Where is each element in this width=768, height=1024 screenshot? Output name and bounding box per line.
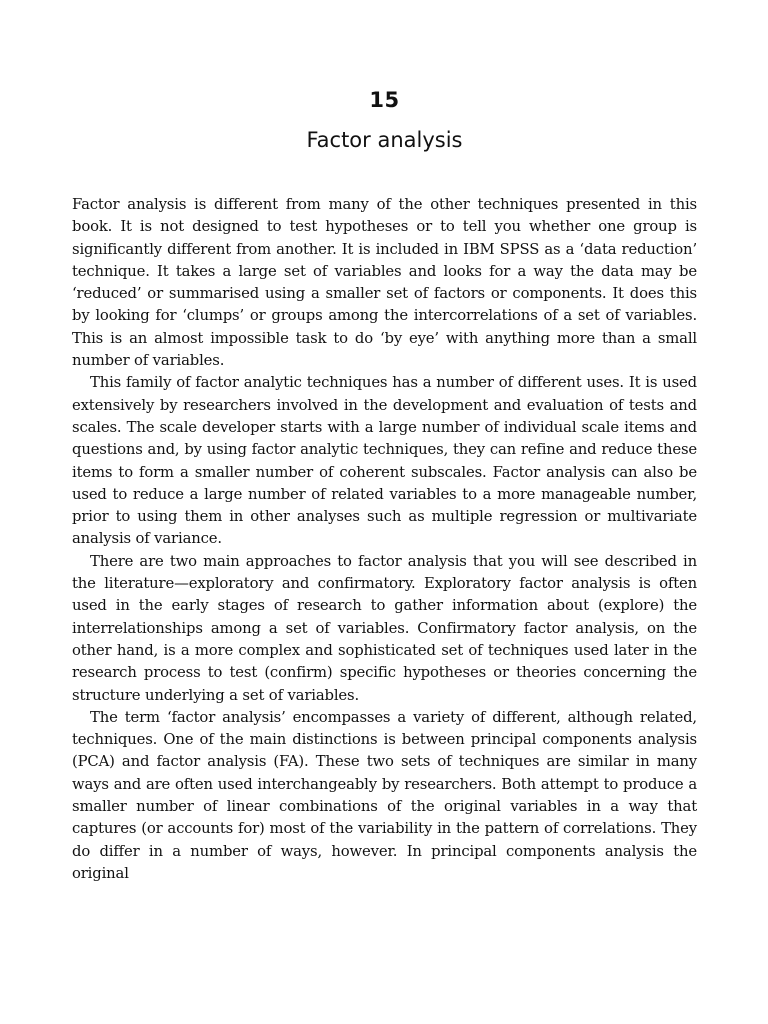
paragraph-4: The term ‘factor analysis’ encompasses a variety of different, although related, techniques. One of the main distinctions is between principal components analysis (PCA) and factor analysis (FA). These two sets of techniques are similar in many ways and are often used interchangeably by researchers. Both attempt to produce a smaller number of linear combinations of the original variables in a way that captures (or accounts for) most of the variability in the pattern of correlations. They do differ in a number of ways, however. In principal components analysis the original [72,708,697,882]
chapter-body [72,194,697,885]
book-page [72,86,697,885]
paragraph-3: There are two main approaches to factor analysis that you will see described in the literature—exploratory and confirmatory. Exploratory factor analysis is often used in the early stages of research to gather information about (explore) the interrelationships among a set of variables. Confirmatory factor analysis, on the other hand, is a more complex and sophisticated set of techniques used later in the research process to test (confirm) specific hypotheses or theories concerning the structure underlying a set of variables. [72,552,697,704]
chapter-title: Factor analysis [306,128,463,152]
paragraph-1: Factor analysis is different from many of the other techniques presented in this book. It is not designed to test hypotheses or to tell you whether one group is significantly different from another. It is included in IBM SPSS as a ‘data reduction’ technique. It takes a large set of variables and looks for a way the data may be ‘reduced’ or summarised using a smaller set of factors or components. It does this by looking for ‘clumps’ or groups among the intercorrelations of a set of variables. This is an almost impossible task to do ‘by eye’ with anything more than a small number of variables. [72,196,697,370]
chapter-number: 15 [369,88,400,112]
paragraph-2: This family of factor analytic techniques has a number of different uses. It is used extensively by researchers involved in the development and evaluation of tests and scales. The scale developer starts with a large number of individual scale items and questions and, by using factor analytic techniques, they can refine and reduce these items to form a smaller number of coherent subscales. Factor analysis can also be used to reduce a large number of related variables to a more manageable number, prior to using them in other analyses such as multiple regression or multivariate analysis of variance. [72,374,697,548]
